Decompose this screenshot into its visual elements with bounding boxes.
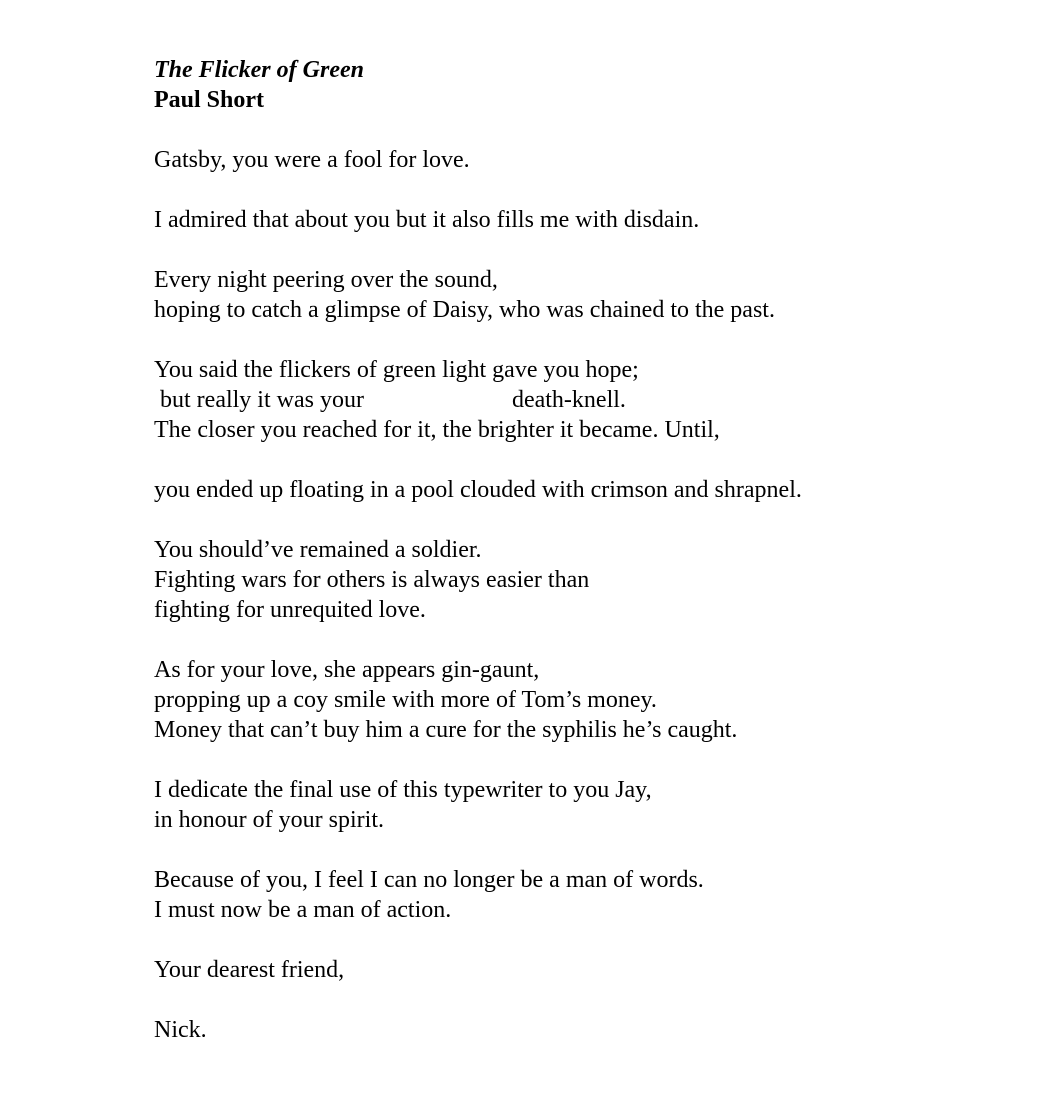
stanza-gap [154, 235, 1014, 265]
stanza-gap [154, 625, 1014, 655]
stanza-gap [154, 985, 1014, 1015]
poem-line: I admired that about you but it also fills me with disdain. [154, 207, 700, 233]
stanza-gap [154, 835, 1014, 865]
poem-line: The closer you reached for it, the brighter it became. Until, [154, 417, 720, 443]
poem-title: The Flicker of Green [154, 57, 364, 83]
closing-salutation: Your dearest friend, [154, 957, 345, 983]
poem-line: You said the flickers of green light gave you hope; [154, 357, 639, 383]
poem-line: I must now be a man of action. [154, 897, 452, 923]
stanza-gap [154, 745, 1014, 775]
stanza-gap [154, 325, 1014, 355]
stanza-gap [154, 925, 1014, 955]
poem-line-split [154, 385, 1014, 415]
poem-line: You should’ve remained a soldier. [154, 537, 482, 563]
poem-line: As for your love, she appears gin-gaunt, [154, 657, 540, 683]
poem-line: fighting for unrequited love. [154, 597, 426, 623]
poem-line: Every night peering over the sound, [154, 267, 498, 293]
poem-line: I dedicate the final use of this typewriter to you Jay, [154, 777, 652, 803]
poem-line: in honour of your spirit. [154, 807, 384, 833]
stanza-gap [154, 175, 1014, 205]
stanza-gap [154, 115, 1014, 145]
closing-signature: Nick. [154, 1017, 207, 1043]
stanza-gap [154, 505, 1014, 535]
poem-line: Fighting wars for others is always easier than [154, 567, 590, 593]
poem-line-fragment: death-knell. [511, 387, 626, 413]
poem-line: hoping to catch a glimpse of Daisy, who was chained to the past. [154, 297, 775, 323]
stanza-gap [154, 445, 1014, 475]
poem-line: Because of you, I feel I can no longer be a man of words. [154, 867, 704, 893]
poem-author: Paul Short [154, 87, 265, 113]
poem-line: Money that can’t buy him a cure for the syphilis he’s caught. [154, 717, 738, 743]
poem-line-fragment: but really it was your [160, 387, 364, 413]
poem-line: you ended up floating in a pool clouded with crimson and shrapnel. [154, 477, 802, 503]
poem-line: Gatsby, you were a fool for love. [154, 147, 470, 173]
poem-page [154, 55, 1014, 1045]
poem-line: propping up a coy smile with more of Tom’s money. [154, 687, 657, 713]
